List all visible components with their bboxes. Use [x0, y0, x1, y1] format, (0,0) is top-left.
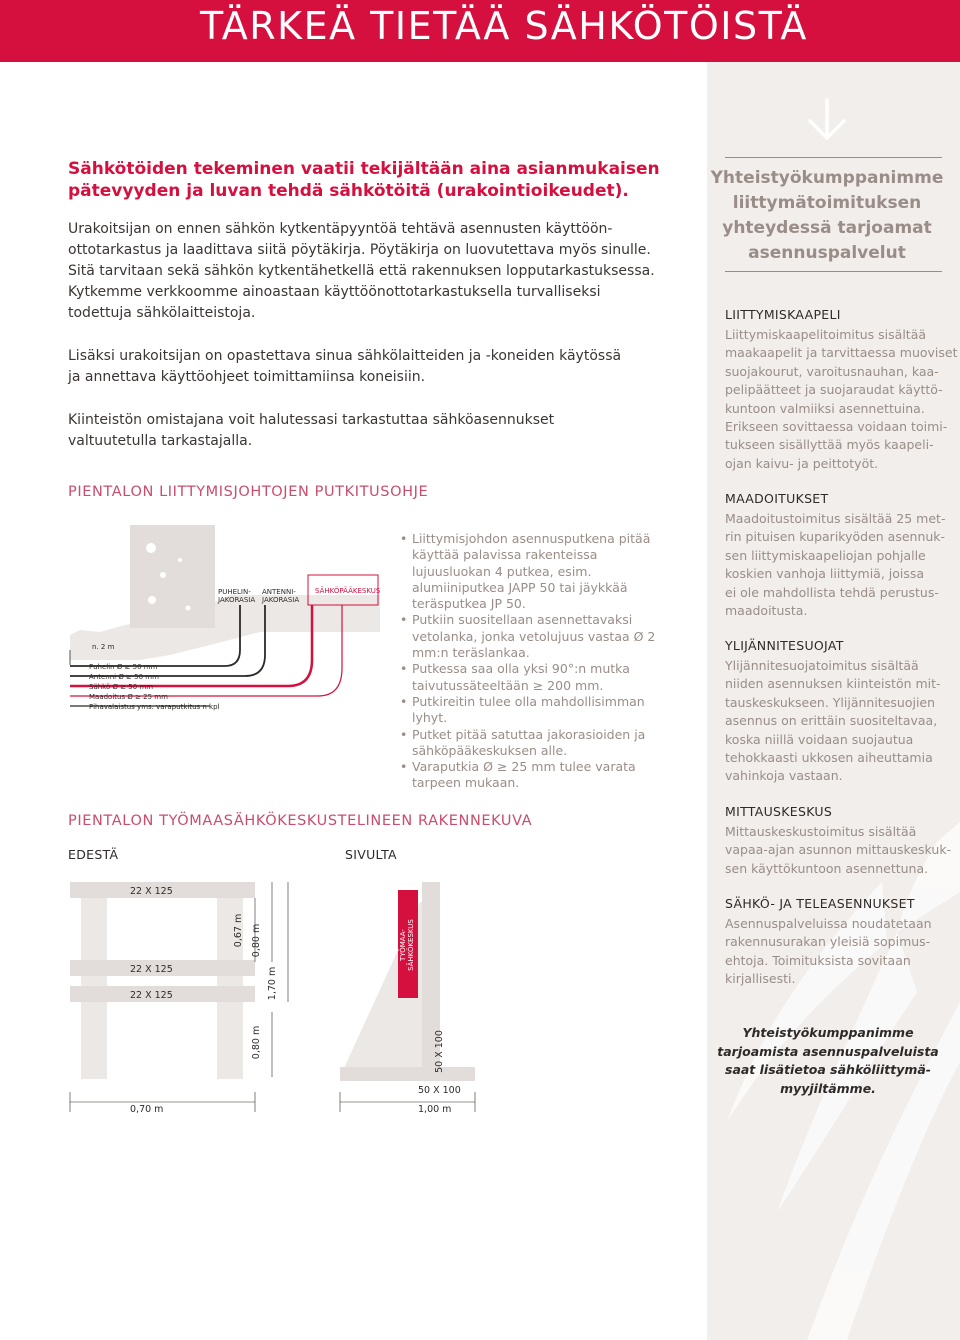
intro-paragraph: Kiinteistön omistajana voit halutessasi tarkastuttaa sähköasennukset valtuutetulla tarkastajalla. [68, 412, 555, 449]
closing-note: Yhteistyökumppanimme tarjoamista asennuspalveluista saat lisätietoa sähköliittymä- myyjiltämme. [717, 1025, 939, 1096]
list-item: • Putket pitää satuttaa jakorasioiden ja sähköpääkeskuksen alle. [400, 727, 662, 760]
label-puhelin-jakorasia: PUHELIN- JAKORASIA [218, 588, 256, 604]
section-heading: LIITTYMISKAAPELI [725, 307, 841, 322]
panel-label: TYÖMAA- SÄHKÖKESKUS [399, 919, 415, 971]
section-ylijannitesuojat [725, 638, 941, 786]
label-side-view: SIVULTA [345, 847, 397, 862]
header-banner [0, 0, 960, 62]
label-base: 50 X 100 [418, 1085, 461, 1096]
stone [178, 558, 182, 562]
dim-label: 0,67 m [233, 913, 245, 948]
sidebar-title: Yhteistyökumppanimme liittymätoimituksen yhteydessä tarjoamat asennuspalvelut [710, 168, 944, 263]
intro-block [68, 158, 693, 452]
label-board: 22 X 125 [130, 886, 173, 897]
list-item: • Varaputkia Ø ≥ 25 mm tulee varata tarpeen mukaan. [400, 759, 662, 792]
sidebar-panel [707, 62, 960, 1340]
dim-label: 1,70 m [267, 966, 279, 1001]
section-maadoitukset [725, 491, 945, 620]
arrow-down-icon [806, 98, 848, 142]
conduit-legend: Puhelin Ø ≥ 50 mm Antenni Ø ≥ 50 mm Sähkö Ø ≥ 50 mm Maadoitus Ø ≥ 25 mm Pihavalaistus yms. varaputkitus n kpl [89, 663, 220, 711]
post [217, 882, 243, 1079]
section-heading: SÄHKÖ- JA TELEASENNUKSET [725, 896, 915, 911]
stone [148, 596, 156, 604]
section-text: Mittauskeskustoimitus sisältää vapaa-ajan asunnon mittauskeskuk- sen käyttökuntoon asennettuna. [725, 824, 952, 876]
dim-label: 0,80 m [251, 923, 263, 958]
section-text: Ylijännitesuojatoimitus sisältää niiden asennuksen kiinteistön mit- tauskeskukseen. Ylijännitesuojien asennus on erittäin suositeltavaa, koska niillä voidaan suojautua tehokkaasti ukkosen aiheuttamia vahinkoja vastaan. [725, 658, 941, 784]
intro-lead: Sähkötöiden tekeminen vaatii tekijältään aina asianmukaisen pätevyyden ja luvan tehdä sähkötöitä (urakointioikeudet). [68, 159, 660, 201]
section-mittauskeskus [725, 804, 951, 878]
list-item: • Putkireitin tulee olla mahdollisimman lyhyt. [400, 694, 662, 727]
foundation-wall [130, 525, 215, 628]
section-text: Liittymiskaapelitoimitus sisältää maakaapelit ja tarvittaessa muoviset suojakourut, varoitusnauhan, kaa- pelipäätteet ja suojaraudat käyttö- kuntoon valmiiksi asennettuina. Erikseen sovittaessa voidaan toimi- tukseen sisällyttää myös kaapeli- ojan kaivu- ja peittotyöt. [725, 327, 958, 471]
label-board: 22 X 125 [130, 964, 173, 975]
page-title: TÄRKEÄ TIETÄÄ SÄHKÖTÖISTÄ [200, 4, 808, 48]
stone [186, 606, 191, 611]
list-item: • Liittymisjohdon asennusputkena pitää käyttää palavissa rakenteissa lujuusluokan 4 putkea, esim. alumiiniputkea JAPP 50 tai jäykkää teräsputkea JP 50. [400, 531, 662, 612]
label-depth: n. 2 m [92, 643, 115, 651]
section-heading: MAADOITUKSET [725, 491, 829, 506]
section-heading: MITTAUSKESKUS [725, 804, 833, 819]
post [81, 882, 107, 1079]
section-text: Asennuspalveluissa noudatetaan rakennusurakan yleisiä sopimus- ehtoja. Toimituksista sovitaan kirjallisesti. [725, 916, 932, 987]
section-liittymiskaapeli [725, 307, 958, 473]
dim-label: 0,70 m [130, 1104, 164, 1115]
label-front-view: EDESTÄ [68, 847, 119, 862]
label-sahkopaakeskus: SÄHKÖPÄÄKESKUS [315, 587, 381, 595]
intro-paragraph: Lisäksi urakoitsijan on opastettava sinua sähkölaitteiden ja -koneiden käytössä ja annettava käyttöohjeet toimittamiinsa koneisiin. [68, 348, 622, 385]
section-title: PIENTALON LIITTYMISJOHTOJEN PUTKITUSOHJE [68, 484, 429, 500]
conduit-instructions [400, 531, 662, 792]
label-board: 22 X 125 [130, 990, 173, 1001]
list-item: • Putkessa saa olla yksi 90°:n mutka taivutussäteeltään ≥ 200 mm. [400, 661, 662, 694]
dim-label: 0,80 m [251, 1025, 263, 1060]
label-post: 50 X 100 [433, 1030, 445, 1073]
section-heading: YLIJÄNNITESUOJAT [725, 638, 844, 653]
dim-label: 1,00 m [418, 1104, 452, 1115]
divider [725, 157, 942, 158]
label-antenni-jakorasia: ANTENNI- JAKORASIA [262, 588, 300, 604]
divider [725, 271, 942, 272]
base-beam [340, 1067, 475, 1081]
list-item: • Putkiin suositellaan asennettavaksi vetolanka, jonka vetolujuus vastaa Ø 2 mm:n teräslankaa. [400, 612, 662, 661]
intro-paragraph: Urakoitsijan on ennen sähkön kytkentäpyyntöä tehtävä asennusten käyttöön- ottotarkastus ja laadittava siitä pöytäkirja. Pöytäkirja on luovutettava myös sinulle. Sitä tarvitaan sekä sähkön kytkentähetkellä että rakennuksen lopputarkastuksessa. Kytkemme verkkoomme ainoastaan käyttöönottotarkastuksella turvalliseksi todettuja sähkölaitteistoja. [68, 221, 655, 321]
stone [160, 572, 166, 578]
section-text: Maadoitustoimitus sisältää 25 met- rin pituisen kuparikyöden asennuk- sen liittymiskaapeliojan pohjalle koskien vanhoja liittymiä, joissa ei ole mahdollista tehdä perustus- maadoitusta. [725, 511, 946, 619]
section-title: PIENTALON TYÖMAASÄHKÖKESKUSTELINEEN RAKENNEKUVA [68, 813, 533, 829]
stone [146, 543, 156, 553]
section-sahko-ja-teleasennukset [725, 896, 932, 989]
